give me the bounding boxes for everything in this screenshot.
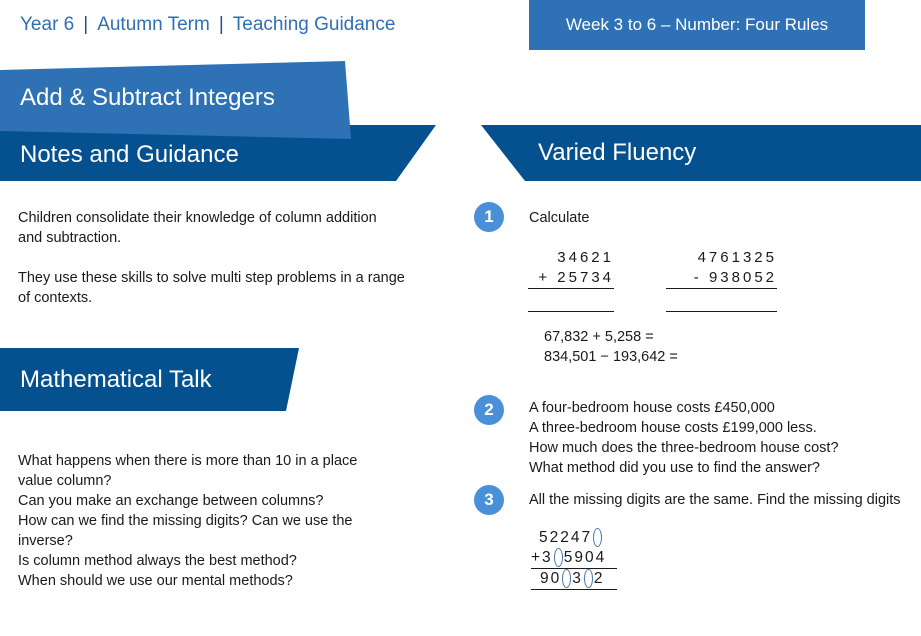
q2-line: A three-bedroom house costs £199,000 less. (529, 420, 817, 436)
crumb-year: Year 6 (20, 14, 75, 35)
digit: 5 (539, 529, 550, 546)
math-talk-line: inverse? (18, 533, 73, 549)
digit: 0 (584, 549, 596, 566)
digit: 0 (550, 570, 562, 587)
q2-line: How much does the three-bedroom house cost? (529, 440, 839, 456)
math-talk-title: Mathematical Talk (20, 366, 212, 393)
math-talk-line: How can we find the missing digits? Can we use the (18, 513, 353, 529)
sum-top-number: 4761325 (697, 249, 777, 266)
digit: 5 (563, 549, 575, 566)
answer-line (528, 311, 614, 312)
math-talk-line: When should we use our mental methods? (18, 573, 293, 589)
digit: 9 (574, 549, 585, 566)
q2-line: A four-bedroom house costs £450,000 (529, 400, 775, 416)
digit: 9 (540, 570, 551, 587)
missing-digit-sum (531, 528, 617, 590)
crumb-separator: | (218, 14, 224, 35)
crumb-guidance: Teaching Guidance (232, 14, 396, 35)
digit: 2 (593, 570, 605, 587)
notes-paragraph (18, 208, 377, 248)
math-talk-line: value column? (18, 473, 112, 489)
q1-prompt: Calculate (529, 210, 590, 226)
md-row-2 (531, 548, 617, 569)
digit: +3 (531, 549, 553, 566)
question-number-badge (474, 395, 504, 425)
notes-title: Notes and Guidance (20, 141, 239, 168)
math-talk-line: Is column method always the best method? (18, 553, 297, 569)
math-talk-questions (18, 451, 357, 591)
notes-line: of contexts. (18, 290, 93, 306)
md-row-1 (531, 528, 617, 548)
sum-bottom-number: + 25734 (528, 268, 614, 289)
missing-digit-oval[interactable] (584, 569, 593, 588)
question-number: 2 (484, 400, 494, 419)
math-talk-line: Can you make an exchange between columns? (18, 493, 324, 509)
lesson-title: Add & Subtract Integers (20, 84, 275, 111)
mental-calc-line: 67,832 + 5,258 = (544, 329, 654, 345)
fluency-title: Varied Fluency (538, 139, 697, 166)
question-number-badge (474, 485, 504, 515)
q2-line: What method did you use to find the answer? (529, 460, 820, 476)
digit: 4 (570, 529, 582, 546)
missing-digit-oval[interactable] (554, 548, 563, 567)
notes-line: and subtraction. (18, 230, 122, 246)
column-subtraction (666, 248, 777, 289)
digit: 7 (581, 529, 593, 546)
week-label: Week 3 to 6 – Number: Four Rules (565, 15, 829, 34)
question-number: 1 (484, 207, 494, 226)
column-addition (528, 248, 614, 289)
question-number: 3 (484, 490, 494, 509)
notes-line: Children consolidate their knowledge of column addition (18, 210, 377, 226)
mental-calculations (544, 327, 678, 367)
notes-line: They use these skills to solve multi step problems in a range (18, 270, 405, 286)
question-number-badge (474, 202, 504, 232)
answer-line (666, 311, 777, 312)
mental-calc-line: 834,501 − 193,642 = (544, 349, 678, 365)
digit: 4 (595, 549, 607, 566)
q3-prompt: All the missing digits are the same. Find the missing digits (529, 492, 901, 508)
sum-top-number: 34621 (557, 249, 614, 266)
md-row-3 (531, 569, 617, 590)
sum-bottom-number: - 938052 (666, 268, 777, 289)
missing-digit-oval[interactable] (593, 528, 602, 547)
digit: 3 (572, 570, 583, 587)
missing-digit-oval[interactable] (562, 569, 571, 588)
digit: 2 (560, 529, 571, 546)
q2-text (529, 398, 839, 478)
math-talk-line: What happens when there is more than 10 in a place (18, 453, 358, 469)
crumb-term: Autumn Term (97, 14, 210, 35)
crumb-separator: | (83, 14, 89, 35)
notes-paragraph (18, 268, 405, 308)
digit: 2 (549, 529, 561, 546)
